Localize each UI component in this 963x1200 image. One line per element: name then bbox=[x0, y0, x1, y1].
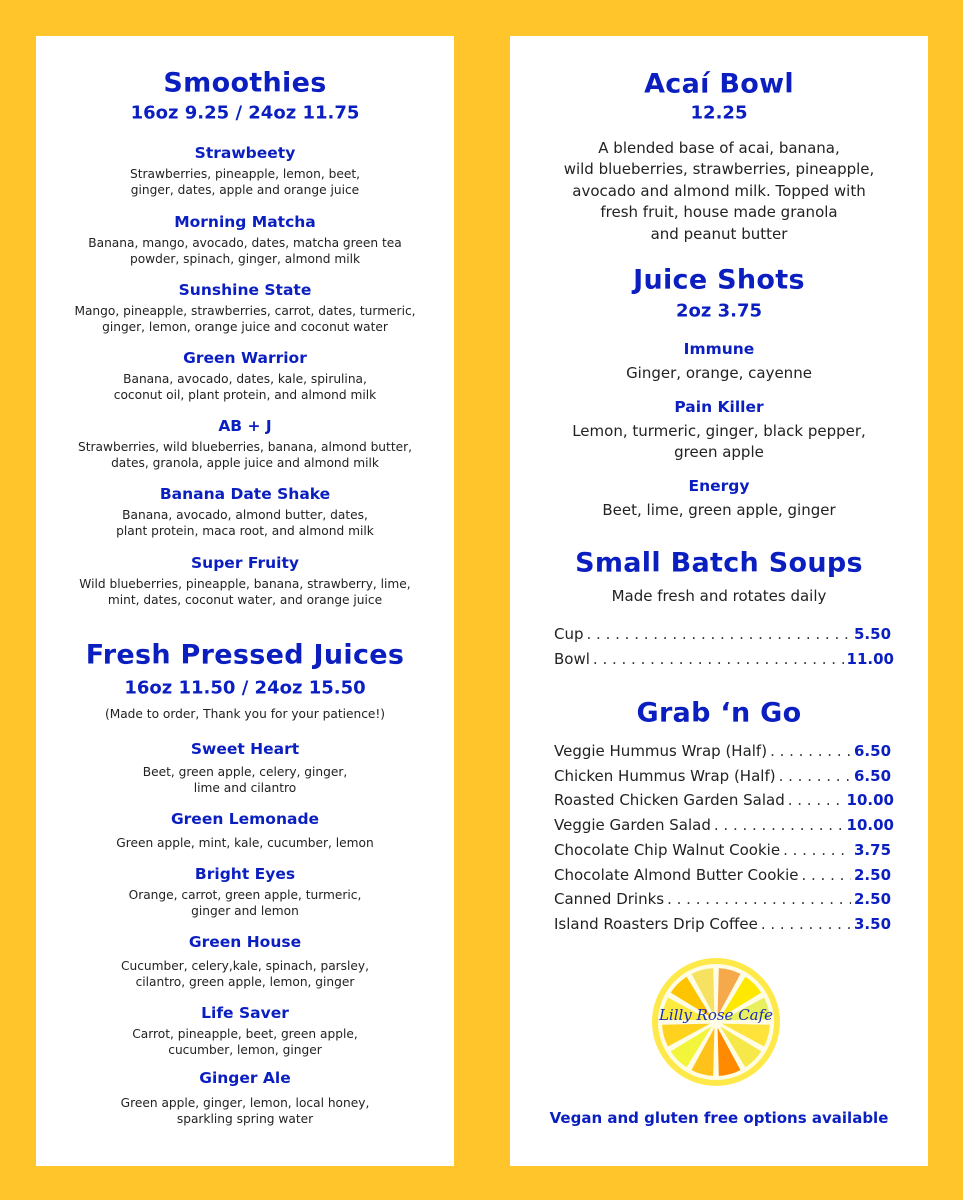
grab-n-go-row bbox=[554, 816, 894, 834]
acai-description: and peanut butter bbox=[650, 224, 788, 243]
section-title-acai: Acaí Bowl bbox=[644, 68, 794, 100]
acai-description: wild blueberries, strawberries, pineapple, bbox=[563, 160, 875, 179]
menu-item-description: Ginger, orange, cayenne bbox=[626, 364, 812, 382]
menu-item-name: Strawbeety bbox=[194, 144, 296, 162]
left-menu-panel bbox=[36, 36, 454, 1166]
menu-item-description: Mango, pineapple, strawberries, carrot, dates, turmeric, bbox=[74, 304, 416, 318]
menu-item-name: AB + J bbox=[218, 417, 272, 435]
menu-item-description: cilantro, green apple, lemon, ginger bbox=[135, 975, 355, 989]
section-title-soups: Small Batch Soups bbox=[575, 547, 863, 579]
soup-row bbox=[554, 650, 894, 668]
dot-leader bbox=[788, 791, 844, 809]
menu-item-description: Wild blueberries, pineapple, banana, strawberry, lime, bbox=[79, 577, 411, 591]
menu-item-name: Energy bbox=[688, 477, 750, 495]
menu-item-description: ginger, dates, apple and orange juice bbox=[130, 183, 360, 197]
dot-leader bbox=[770, 742, 851, 760]
item-name: Veggie Garden Salad bbox=[554, 816, 711, 835]
menu-item-description: cucumber, lemon, ginger bbox=[168, 1043, 322, 1057]
item-name: Chocolate Almond Butter Cookie bbox=[554, 865, 799, 884]
footer-note: Vegan and gluten free options available bbox=[549, 1109, 889, 1127]
menu-item-description: sparkling spring water bbox=[176, 1112, 314, 1126]
item-name: Chocolate Chip Walnut Cookie bbox=[554, 840, 781, 859]
menu-item-name: Pain Killer bbox=[674, 398, 764, 416]
dot-leader bbox=[714, 816, 844, 834]
menu-item-name: Sweet Heart bbox=[190, 740, 300, 758]
menu-item-description: Green apple, ginger, lemon, local honey, bbox=[120, 1096, 370, 1110]
menu-item-description: Green apple, mint, kale, cucumber, lemon bbox=[116, 836, 374, 850]
item-name: Cup bbox=[554, 625, 584, 643]
section-title-smoothies: Smoothies bbox=[163, 67, 327, 99]
section-price-smoothies: 16oz 9.25 / 24oz 11.75 bbox=[130, 102, 360, 124]
menu-item-name: Ginger Ale bbox=[199, 1069, 291, 1087]
acai-description: avocado and almond milk. Topped with bbox=[572, 181, 866, 200]
menu-item-description: Orange, carrot, green apple, turmeric, bbox=[128, 888, 362, 902]
section-title-juice-shots: Juice Shots bbox=[633, 264, 805, 296]
menu-item-name: Immune bbox=[683, 340, 755, 358]
soups-note: Made fresh and rotates daily bbox=[611, 587, 827, 605]
dot-leader bbox=[667, 890, 851, 908]
menu-item-description: ginger, lemon, orange juice and coconut water bbox=[102, 320, 388, 334]
menu-item-name: Bright Eyes bbox=[194, 865, 296, 883]
menu-item-description: ginger and lemon bbox=[191, 904, 299, 918]
acai-description: fresh fruit, house made granola bbox=[600, 203, 838, 222]
menu-item-description: powder, spinach, ginger, almond milk bbox=[129, 252, 361, 266]
dot-leader bbox=[801, 866, 851, 884]
section-price-juice-shots: 2oz 3.75 bbox=[675, 300, 763, 322]
item-name: Veggie Hummus Wrap (Half) bbox=[554, 742, 768, 760]
grab-n-go-row bbox=[554, 791, 894, 809]
menu-item-description: dates, granola, apple juice and almond milk bbox=[111, 456, 379, 470]
grab-n-go-row bbox=[554, 742, 894, 760]
dot-leader bbox=[779, 767, 851, 785]
item-price: 10.00 bbox=[846, 791, 894, 810]
item-price: 11.00 bbox=[846, 650, 894, 668]
menu-item-description: Strawberries, pineapple, lemon, beet, bbox=[130, 167, 360, 181]
menu-item-name: Green House bbox=[188, 933, 302, 951]
menu-item-description: Beet, green apple, celery, ginger, bbox=[142, 765, 348, 779]
menu-item-description: Banana, avocado, almond butter, dates, bbox=[122, 508, 368, 522]
dot-leader bbox=[761, 915, 851, 933]
dot-leader bbox=[587, 625, 851, 643]
grab-n-go-row bbox=[554, 767, 894, 785]
item-name: Chicken Hummus Wrap (Half) bbox=[554, 766, 776, 785]
logo-text: Lilly Rose Cafe bbox=[658, 1006, 774, 1024]
item-name: Island Roasters Drip Coffee bbox=[554, 914, 758, 933]
menu-item-description: Carrot, pineapple, beet, green apple, bbox=[132, 1027, 358, 1041]
menu-item-description: Banana, mango, avocado, dates, matcha green tea bbox=[88, 236, 402, 250]
menu-item-name: Super Fruity bbox=[191, 554, 299, 572]
item-price: 6.50 bbox=[854, 742, 892, 760]
menu-item-description: green apple bbox=[674, 443, 764, 461]
grab-n-go-row bbox=[554, 890, 894, 908]
section-title-juices: Fresh Pressed Juices bbox=[85, 639, 405, 671]
menu-item-name: Green Lemonade bbox=[170, 810, 320, 828]
menu-item-description: mint, dates, coconut water, and orange juice bbox=[107, 593, 383, 607]
item-price: 5.50 bbox=[854, 625, 892, 643]
grab-n-go-row bbox=[554, 841, 894, 859]
soup-row bbox=[554, 625, 894, 643]
item-price: 3.50 bbox=[854, 914, 892, 933]
item-price: 2.50 bbox=[854, 865, 892, 884]
menu-item-description: Beet, lime, green apple, ginger bbox=[602, 501, 836, 519]
juices-note: (Made to order, Thank you for your patience!) bbox=[104, 707, 386, 721]
menu-item-name: Banana Date Shake bbox=[159, 485, 331, 503]
menu-item-description: Banana, avocado, dates, kale, spirulina, bbox=[123, 372, 367, 386]
menu-item-name: Life Saver bbox=[201, 1004, 289, 1022]
dot-leader bbox=[783, 841, 851, 859]
item-price: 2.50 bbox=[854, 890, 892, 909]
dot-leader bbox=[593, 650, 844, 668]
menu-item-name: Sunshine State bbox=[178, 281, 312, 299]
section-price-juices: 16oz 11.50 / 24oz 15.50 bbox=[124, 677, 366, 699]
section-title-grab-n-go: Grab ‘n Go bbox=[636, 697, 802, 729]
menu-item-name: Morning Matcha bbox=[174, 213, 316, 231]
item-price: 10.00 bbox=[846, 816, 894, 835]
acai-description: A blended base of acai, banana, bbox=[598, 139, 840, 157]
section-price-acai: 12.25 bbox=[690, 102, 748, 124]
menu-item-description: coconut oil, plant protein, and almond milk bbox=[113, 388, 377, 402]
grab-n-go-row bbox=[554, 915, 894, 933]
grab-n-go-row bbox=[554, 866, 894, 884]
menu-item-description: Strawberries, wild blueberries, banana, almond butter, bbox=[78, 440, 412, 454]
item-name: Roasted Chicken Garden Salad bbox=[554, 791, 785, 810]
menu-item-description: Cucumber, celery,kale, spinach, parsley, bbox=[120, 959, 370, 973]
menu-item-description: plant protein, maca root, and almond milk bbox=[116, 524, 374, 538]
right-menu-panel bbox=[510, 36, 928, 1166]
item-name: Canned Drinks bbox=[554, 890, 665, 909]
item-name: Bowl bbox=[554, 650, 590, 668]
menu-item-description: lime and cilantro bbox=[193, 781, 297, 795]
menu-item-description: Lemon, turmeric, ginger, black pepper, bbox=[572, 422, 866, 440]
item-price: 6.50 bbox=[854, 766, 892, 785]
menu-item-name: Green Warrior bbox=[183, 349, 307, 367]
item-price: 3.75 bbox=[854, 840, 892, 859]
